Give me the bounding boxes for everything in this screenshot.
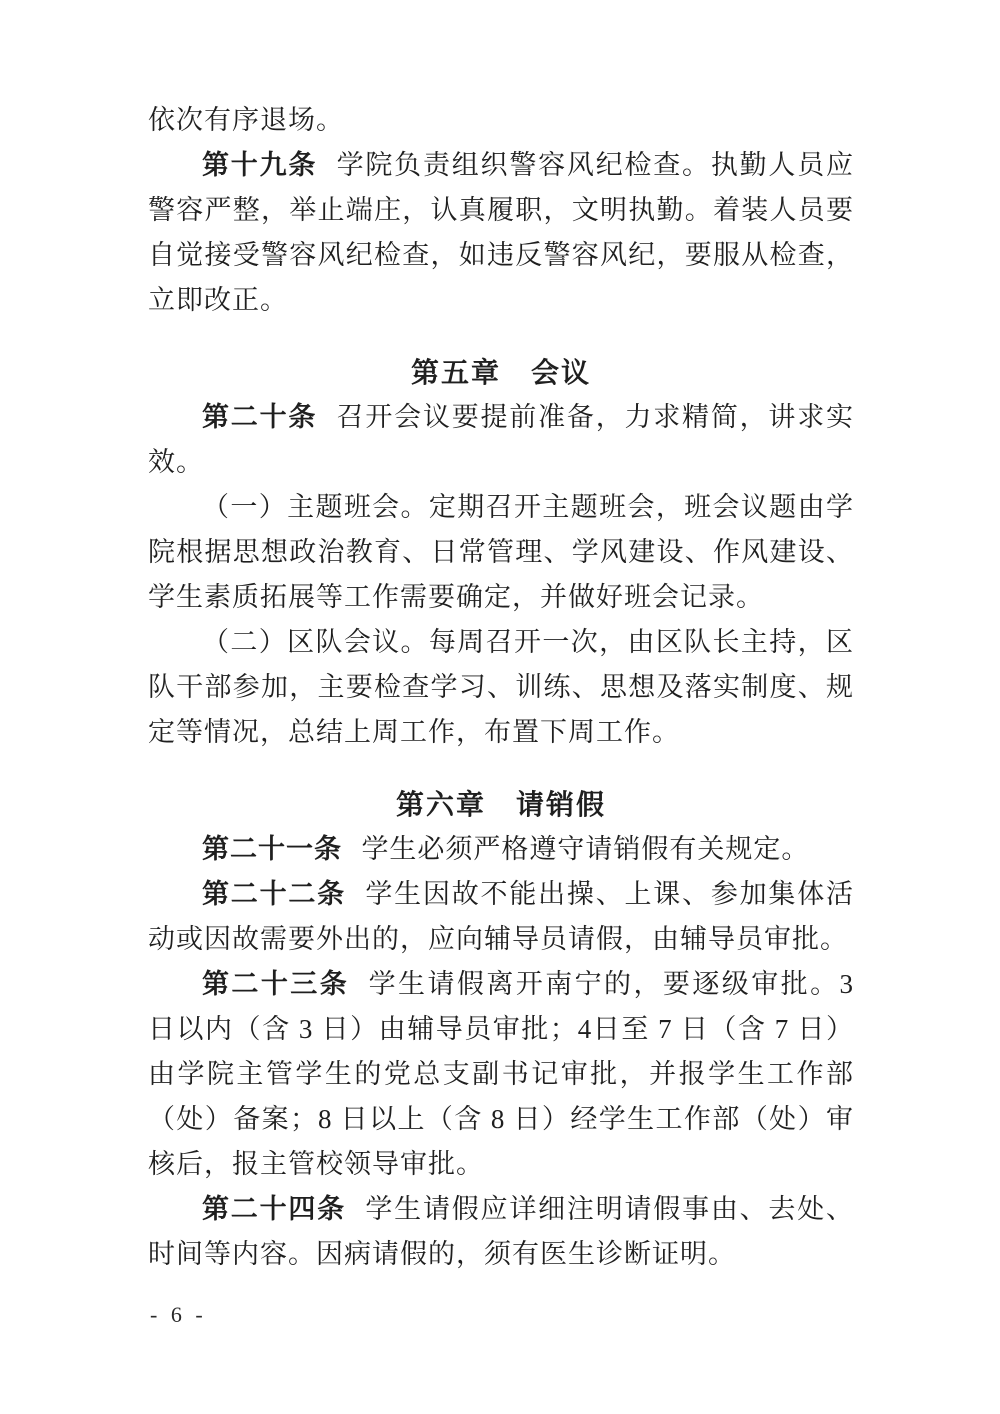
article-22 (148, 872, 854, 962)
chapter-heading-6: 第六章 请销假 (395, 789, 606, 820)
article-number: 第二十条 (202, 402, 318, 432)
page-content (148, 98, 854, 1277)
article-text: 学生因故不能出操、上课、参加集体活动或因故需要外出的，应向辅导员请假，由辅导员审批。 (148, 879, 855, 954)
list-item-text: （二）区队会议。每周召开一次，由区队长主持，区队干部参加，主要检查学习、训练、思想及落实制度、规定等情况，总结上周工作，布置下周工作。 (148, 627, 854, 747)
article-text: 学生请假离开南宁的，要逐级审批。3 日以内（含 3 日）由辅导员审批；4日至 7 日（含 7 日）由学院主管学生的党总支副书记审批，并报学生工作部（处）备案；8 日以上（含 8 日）经学生工作部（处）审核后，报主管校领导审批。 (148, 969, 855, 1179)
article-text: 学生必须严格遵守请销假有关规定。 (361, 834, 810, 864)
article-text: 学院负责组织警容风纪检查。执勤人员应警容严整，举止端庄，认真履职，文明执勤。着装人员要自觉接受警容风纪检查，如违反警容风纪，要服从检查，立即改正。 (148, 150, 855, 315)
article-21 (148, 827, 854, 872)
article-20 (148, 395, 854, 485)
article-number: 第二十四条 (202, 1194, 346, 1224)
page-number: - 6 - (150, 1302, 207, 1327)
article-text: 召开会议要提前准备，力求精简，讲求实效。 (148, 402, 855, 477)
article-number: 第二十一条 (202, 834, 342, 864)
paragraph-continuation (148, 98, 854, 143)
list-item-text: （一）主题班会。定期召开主题班会，班会议题由学院根据思想政治教育、日常管理、学风建设、作风建设、学生素质拓展等工作需要确定，并做好班会记录。 (148, 492, 854, 612)
paragraph-text: 依次有序退场。 (148, 105, 344, 135)
chapter-heading-5: 第五章 会议 (410, 357, 591, 388)
article-number: 第十九条 (202, 150, 318, 180)
article-19 (148, 143, 854, 323)
list-item-1 (148, 485, 854, 620)
list-item-2 (148, 620, 854, 755)
article-text: 学生请假应详细注明请假事由、去处、时间等内容。因病请假的，须有医生诊断证明。 (148, 1194, 855, 1269)
article-23 (148, 962, 854, 1187)
article-number: 第二十二条 (202, 879, 346, 909)
article-24 (148, 1187, 854, 1277)
article-number: 第二十三条 (202, 969, 350, 999)
